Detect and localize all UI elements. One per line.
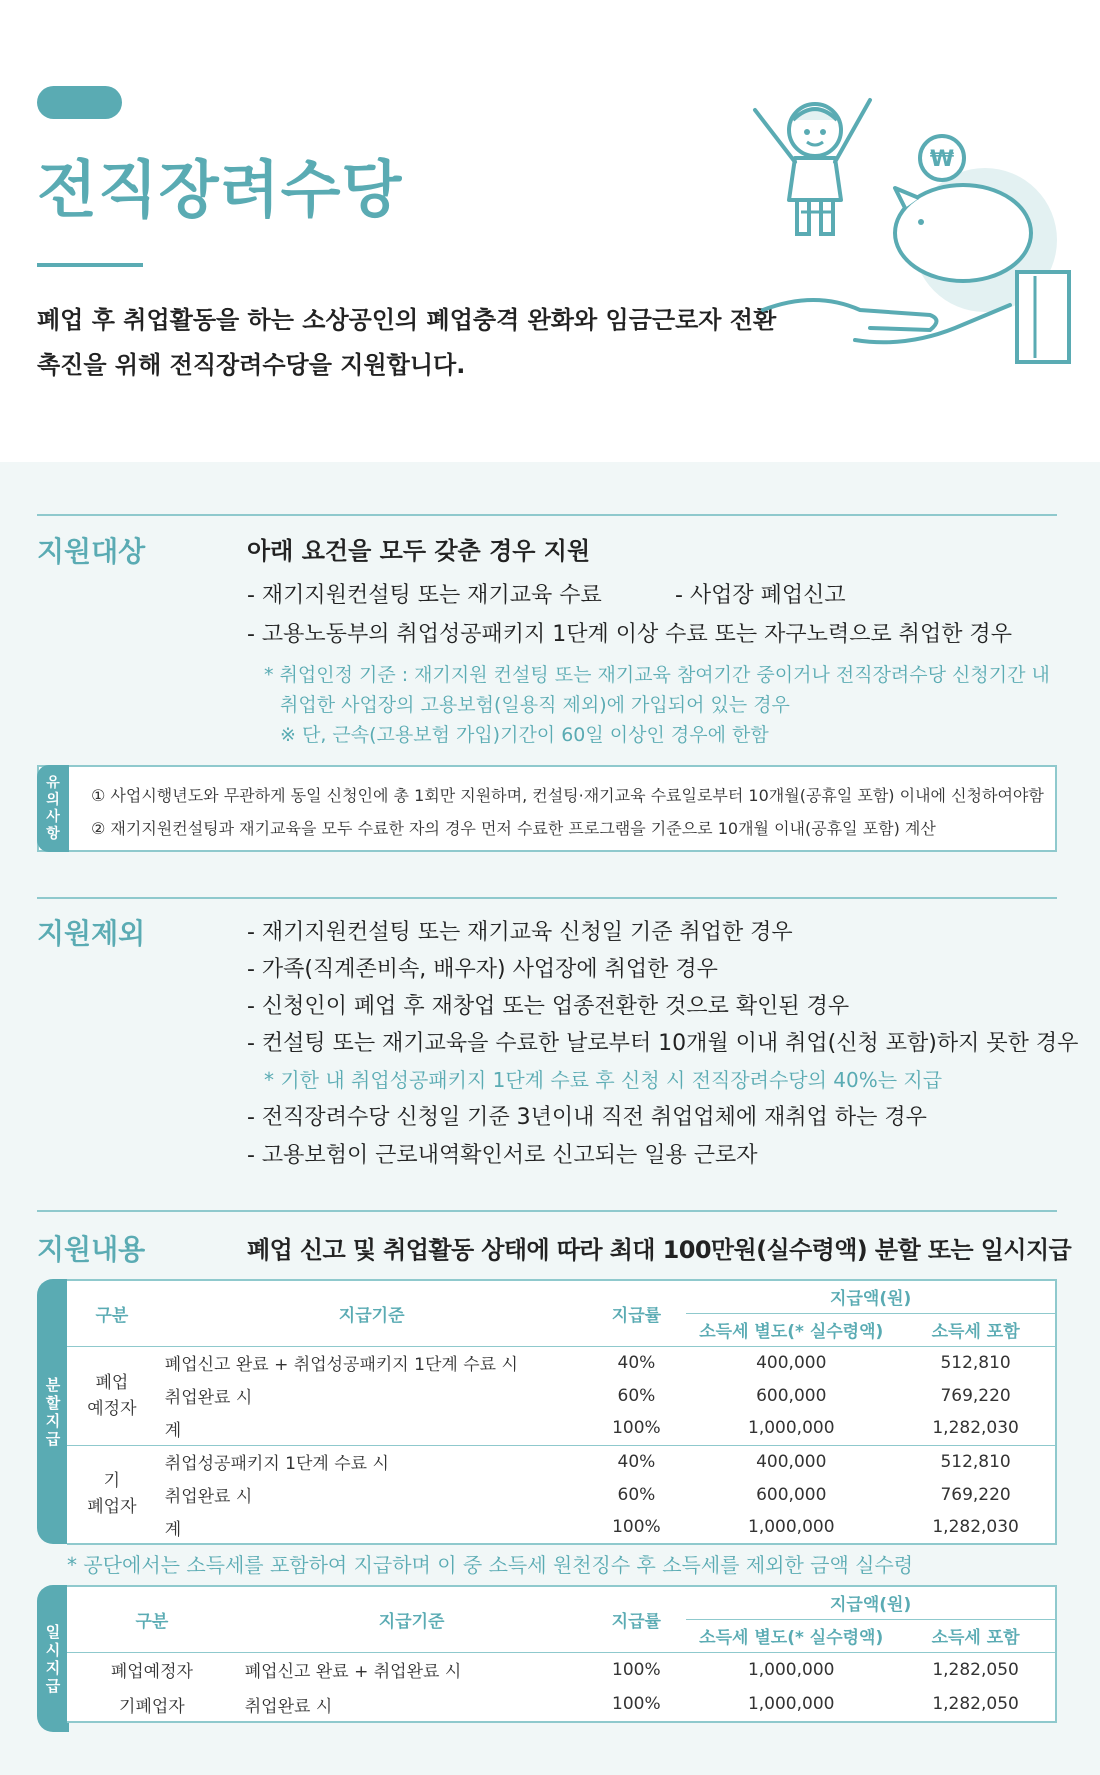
lump-payment-table <box>67 1585 1057 1723</box>
th-excl-tax: 소득세 별도(* 실수령액) <box>686 1619 896 1652</box>
th-incl-tax: 소득세 포함 <box>896 1313 1056 1346</box>
cell-incl: 1,282,030 <box>932 1517 1019 1537</box>
cell-excl: 400,000 <box>756 1352 827 1373</box>
th-excl-tax: 소득세 별도(* 실수령액) <box>686 1313 896 1346</box>
cell-type: 폐업예정자 <box>110 1662 193 1683</box>
table-row <box>67 1687 1056 1722</box>
table-row <box>67 1379 1056 1412</box>
content-label: 지원내용 <box>37 1233 146 1266</box>
intro-line-1: 폐업 후 취업활동을 하는 소상공인의 폐업충격 완화와 임금근로자 전환 <box>37 306 777 334</box>
exclusion-note: * 기한 내 취업성공패키지 1단계 수료 후 신청 시 전직장려수당의 40%는 지급 <box>264 1068 943 1092</box>
cell-criteria: 취업완료 시 <box>164 1388 253 1408</box>
target-note-3: ※ 단, 근속(고용보험 가입)기간이 60일 이상인 경우에 한함 <box>280 724 769 746</box>
tax-note: * 공단에서는 소득세를 포함하여 지급하며 이 중 소득세 원천징수 후 소득세를 제외한 금액 실수령 <box>67 1553 914 1577</box>
exclusion-item: - 가족(직계존비속, 배우자) 사업장에 취업한 경우 <box>247 957 718 982</box>
table-row <box>67 1412 1056 1445</box>
cell-rate: 60% <box>617 1484 656 1505</box>
lump-payment-tab <box>37 1585 69 1732</box>
cell-incl: 512,810 <box>940 1352 1011 1373</box>
page-title: 전직장려수당 <box>37 153 403 226</box>
target-heading: 아래 요건을 모두 갖춘 경우 지원 <box>247 537 591 565</box>
cell-criteria: 취업완료 시 <box>244 1696 333 1717</box>
cell-criteria: 폐업신고 완료 + 취업완료 시 <box>244 1662 462 1683</box>
exclusion-item: - 컨설팅 또는 재기교육을 수료한 날로부터 10개월 이내 취업(신청 포함)하지 못한 경우 <box>247 1031 1079 1056</box>
target-label: 지원대상 <box>37 535 146 568</box>
group-name: 기 폐업자 <box>67 1445 157 1544</box>
header-section <box>0 0 1100 462</box>
table-row <box>67 1445 1056 1478</box>
cell-incl: 512,810 <box>896 1445 1056 1478</box>
svg-text:₩: ₩ <box>929 147 955 172</box>
table-row <box>67 1652 1056 1687</box>
cell-criteria: 계 <box>164 1519 182 1540</box>
th-rate: 지급률 <box>587 1280 687 1346</box>
exclusion-item: - 재기지원컨설팅 또는 재기교육 신청일 기준 취업한 경우 <box>247 920 793 945</box>
cell-incl: 1,282,050 <box>932 1694 1019 1714</box>
split-payment-table <box>67 1279 1057 1545</box>
cell-rate: 100% <box>612 1694 661 1714</box>
cell-excl: 1,000,000 <box>748 1517 835 1537</box>
th-type: 구분 <box>67 1280 157 1346</box>
caution-tab <box>37 765 69 852</box>
cell-excl: 600,000 <box>756 1385 827 1406</box>
cell-rate: 100% <box>612 1517 661 1537</box>
cell-rate: 40% <box>587 1445 687 1478</box>
th-amount: 지급액(원) <box>686 1586 1056 1619</box>
exclusion-item: - 고용보험이 근로내역확인서로 신고되는 일용 근로자 <box>247 1143 758 1168</box>
cell-type: 기폐업자 <box>119 1696 185 1717</box>
th-amount: 지급액(원) <box>686 1280 1056 1313</box>
intro-line-2: 촉진을 위해 전직장려수당을 지원합니다. <box>37 351 466 379</box>
cell-excl: 1,000,000 <box>747 1659 835 1680</box>
exclusion-divider <box>37 897 1057 899</box>
cell-incl: 769,220 <box>940 1484 1011 1505</box>
target-note-1: * 취업인정 기준 : 재기지원 컨설팅 또는 재기교육 참여기간 중이거나 전직장려수당 신청기간 내 <box>264 664 1050 686</box>
title-pill-decoration <box>37 86 122 119</box>
cell-criteria: 취업성공패키지 1단계 수료 시 <box>157 1445 587 1478</box>
th-rate: 지급률 <box>586 1586 686 1652</box>
title-underline <box>37 263 143 267</box>
table-row <box>67 1346 1056 1379</box>
exclusion-item: - 전직장려수당 신청일 기준 3년이내 직전 취업업체에 재취업 하는 경우 <box>247 1105 927 1130</box>
cell-incl: 1,282,030 <box>932 1418 1019 1439</box>
target-divider <box>37 514 1057 516</box>
lump-payment-tab-label: 일 시 지 급 <box>45 1622 61 1695</box>
cell-incl: 1,282,050 <box>932 1659 1019 1680</box>
content-heading: 폐업 신고 및 취업활동 상태에 따라 최대 100만원(실수령액) 분할 또는 일시지급 <box>247 1236 1072 1264</box>
exclusion-label: 지원제외 <box>37 917 146 950</box>
cell-excl: 400,000 <box>686 1445 896 1478</box>
intro-text <box>37 298 776 388</box>
piggy-bank-illustration-icon <box>745 90 1090 370</box>
cell-criteria: 폐업신고 완료 + 취업성공패키지 1단계 수료 시 <box>164 1355 518 1376</box>
cell-excl: 1,000,000 <box>748 1418 835 1439</box>
target-req-3: - 고용노동부의 취업성공패키지 1단계 이상 수료 또는 자구노력으로 취업한 경우 <box>247 622 1012 647</box>
group-name: 폐업 예정자 <box>87 1372 137 1419</box>
cell-excl: 1,000,000 <box>747 1694 835 1714</box>
caution-line-1: ① 사업시행년도와 무관하게 동일 신청인에 총 1회만 지원하며, 컨설팅·재기교육 수료일로부터 10개월(공휴일 포함) 이내에 신청하여야함 <box>91 786 1044 805</box>
cell-rate: 100% <box>612 1418 661 1439</box>
split-payment-tab-label: 분 할 지 급 <box>45 1375 61 1448</box>
caution-tab-label: 유 의 사 항 <box>46 774 60 842</box>
th-incl-tax: 소득세 포함 <box>896 1619 1056 1652</box>
th-type: 구분 <box>67 1586 237 1652</box>
target-note-2: 취업한 사업장의 고용보험(일용직 제외)에 가입되어 있는 경우 <box>280 694 790 716</box>
cell-rate: 100% <box>612 1659 661 1680</box>
caution-line-2: ② 재기지원컨설팅과 재기교육을 모두 수료한 자의 경우 먼저 수료한 프로그램을 기준으로 10개월 이내(공휴일 포함) 계산 <box>91 819 936 838</box>
caution-box <box>37 765 1057 852</box>
target-req-1: - 재기지원컨설팅 또는 재기교육 수료 <box>247 583 602 608</box>
th-criteria: 지급기준 <box>157 1280 587 1346</box>
exclusion-item: - 신청인이 폐업 후 재창업 또는 업종전환한 것으로 확인된 경우 <box>247 994 850 1019</box>
split-payment-tab <box>37 1279 69 1544</box>
content-divider <box>37 1210 1057 1212</box>
table-row <box>67 1478 1056 1511</box>
cell-excl: 600,000 <box>756 1484 827 1505</box>
cell-criteria: 취업완료 시 <box>164 1487 253 1507</box>
cell-rate: 40% <box>617 1352 656 1373</box>
th-criteria: 지급기준 <box>237 1586 587 1652</box>
cell-rate: 60% <box>617 1385 656 1406</box>
table-row <box>67 1511 1056 1544</box>
cell-criteria: 계 <box>164 1420 182 1441</box>
cell-incl: 769,220 <box>940 1385 1011 1406</box>
target-req-2: - 사업장 폐업신고 <box>675 583 846 608</box>
